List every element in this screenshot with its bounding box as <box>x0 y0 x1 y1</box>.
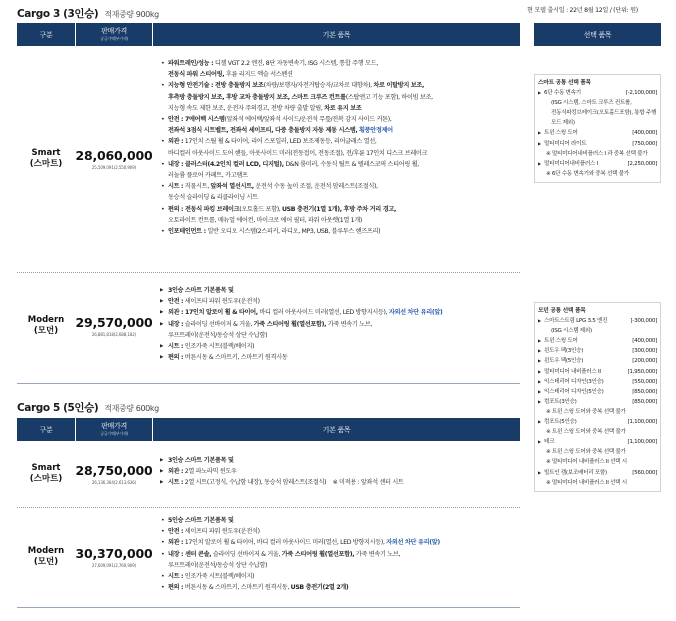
cargo5-header-price-label: 판매가격 <box>101 421 127 430</box>
option-label: ▶ 멀티미디어 라이트 <box>544 140 587 147</box>
option-item <box>538 427 657 437</box>
feature-item: • 시트 : 인조가죽 시트(블랙/베이지) <box>160 571 522 582</box>
feature-item: • 5인승 스마트 기본품목 및 <box>160 515 522 526</box>
option-item <box>538 437 657 447</box>
feature-item: ▶ 외관 : 17인치 알로이 휠 & 타이어, 바디 컬러 아웃사이드 미러(열선, LED 방향지시등), 자외선 차단 유리(앞) <box>160 307 522 318</box>
feature-item: 지능형 속도 제한 보조, 운전자 주의경고, 전방 차량 출발 알림, 차로 유지 보조 <box>168 104 362 112</box>
section-divider <box>17 383 520 384</box>
feature-item: • 시트 : 직물시트, 앞좌석 열선시트, 운전석 수동 높이 조절, 운전석 암레스트(조절식), <box>160 181 522 192</box>
option-item <box>538 88 657 98</box>
smart-options-box <box>534 74 661 183</box>
option-item <box>538 387 657 397</box>
feature-item: ▶ 편의 : 버튼시동 & 스마트키, 스마트키 원격시동 <box>160 352 522 363</box>
cargo5-modern-features <box>160 515 522 593</box>
feature-item: 오토라이트 컨트롤, 매뉴얼 에어컨, 마이크로 에어 필터, 파워 아웃렛(1열 1개) <box>168 216 362 224</box>
option-item <box>538 478 657 488</box>
cargo3-modern-features <box>160 285 522 363</box>
option-price: [1,100,000] <box>627 439 657 446</box>
cargo5-smart-price-sub: 26,136,364(2,613,636) <box>91 480 137 485</box>
cargo5-smart-features <box>160 455 522 489</box>
option-item <box>538 468 657 478</box>
cargo3-modern-price: 29,570,000 <box>75 315 153 330</box>
option-price: [1,950,000] <box>627 368 657 375</box>
cargo5-smart-trim <box>17 443 75 505</box>
option-price: [-2,100,000] <box>625 90 657 97</box>
sidebar-header: 선택 품목 <box>534 23 661 46</box>
option-label: ▶ 컴포트(5인승) <box>544 419 577 426</box>
cargo3-header-price-sub: 공급가액(부가세) <box>100 35 128 41</box>
option-item <box>538 326 657 336</box>
cargo3-header-trim: 구분 <box>17 23 75 46</box>
feature-item: 바디컬러 아웃사이드 도어 핸들, 아웃사이드 미러(전동접이, 전동조절), 전/후륜 17인치 디스크 브레이크 <box>168 149 428 157</box>
cargo3-smart-trim <box>17 48 75 270</box>
cargo3-modern-trim-kr: (모던) <box>33 326 59 336</box>
cargo5-modern-trim <box>17 509 75 605</box>
option-item <box>538 149 657 159</box>
option-label: ※ 트윈 스윙 도어와 중복 선택 불가 <box>546 449 626 456</box>
option-item <box>538 447 657 457</box>
option-item <box>538 128 657 138</box>
option-item <box>538 417 657 427</box>
feature-item: • 편의 : 버튼시동 & 스마트키, 스마트키 원격시동, USB 충전기(2열 2개) <box>160 582 522 593</box>
feature-item: ▶ 내장 : 슬라이딩 선바이저 & 거울, 가죽 스티어링 휠(열선포함), 가죽 변속기 노브, <box>160 319 522 330</box>
cargo5-capacity: 적재중량 600kg <box>104 404 159 413</box>
feature-item: • 편의 : 전동식 파킹 브레이크(오토홀드 포함), USB 충전기(1열 1개), 후방 주차 거리 경고, <box>160 204 522 215</box>
option-item <box>538 407 657 417</box>
cargo5-header-price <box>76 418 152 441</box>
option-price: [850,000] <box>632 398 657 405</box>
cargo3-modern-price-sub: 26,881,818(2,688,182) <box>91 332 137 337</box>
option-label: ※ 트윈 스윙 도어와 중복 선택 불가 <box>546 429 626 436</box>
feature-item: • 지능형 안전기술 : 전방 충돌방지 보조(차량/보행자/자전거탑승자/교차로 대향차), 차로 이탈방지 보조, <box>160 80 522 91</box>
option-label: ※ 6단 수동 변속기와 중복 선택 불가 <box>546 170 629 177</box>
option-item <box>538 356 657 366</box>
cargo3-modern-trim-en: Modern <box>27 315 65 326</box>
feature-item: • 안전 : 7에어백 시스템(앞좌석 에어백/앞좌석 사이드/운전석 무릎/전복 감지 사이드 커튼), <box>160 114 522 125</box>
option-item <box>538 98 657 108</box>
cargo3-smart-price-sub: 25,509,091(2,550,909) <box>91 165 137 170</box>
option-price: [400,000] <box>632 338 657 345</box>
cargo3-smart-price: 28,060,000 <box>75 148 153 163</box>
cargo3-smart-features <box>160 58 522 237</box>
option-price: [750,000] <box>632 140 657 147</box>
option-price: [560,000] <box>632 469 657 476</box>
cargo5-modern-trim-kr: (모던) <box>33 557 59 567</box>
option-item <box>538 139 657 149</box>
feature-item: • 내장 : 클러스터(4.2인치 컬러 LCD, 디지털), D&N 룸미러, 수동식 틸트 & 텔레스코픽 스티어링 휠, <box>160 159 522 170</box>
feature-item: 러놀륨 플로어 카페트, 카고램프 <box>168 172 248 180</box>
option-item <box>538 377 657 387</box>
option-label: ※ 멀티미디어내비플러스 I 과 중복 선택 불가 <box>546 150 648 157</box>
feature-item: • 안전 : 세이프티 파워 윈도우(운전석) <box>160 526 522 537</box>
feature-item: 루프트레이(운전석/동승석 상단 수납함) <box>168 561 268 569</box>
feature-item: • 외관 : 17인치 알로이 휠 & 타이어, 바디 컬러 아웃사이드 미러(열선, LED 방향지시등), 자외선 차단 유리(앞) <box>160 537 522 548</box>
row-divider <box>17 507 520 508</box>
feature-item: 전동식 파워 스티어링, 후륜 리지드 액슬 서스펜션 <box>168 71 293 79</box>
option-item <box>538 457 657 467</box>
cargo3-smart-price-cell <box>76 48 152 270</box>
cargo5-section-title <box>17 400 159 415</box>
option-label: ▶ 윈도우 팩(3인승) <box>544 348 584 355</box>
option-label: (ISG 시스템, 스마트 크루즈 컨트롤, <box>551 100 632 107</box>
cargo3-section-title <box>17 6 159 21</box>
modern-options-title: 모던 공통 선택 품목 <box>538 308 586 314</box>
cargo3-title: Cargo 3 (3인승) <box>17 8 99 20</box>
cargo5-modern-price: 30,370,000 <box>75 546 153 561</box>
cargo5-header-price-sub: 공급가액(부가세) <box>100 430 128 436</box>
feature-item: • 파워트레인/성능 : 디젤 VGT 2.2 엔진, 8단 자동변속기, ISG 시스템, 통합 주행 모드, <box>160 58 522 69</box>
feature-item: 후측방 충돌방지 보조, 후방 교차 충돌방지 보조, 스마트 크루즈 컨트롤(스탑앤고 기능 포함), 하이빔 보조, <box>168 93 433 101</box>
cargo3-header-price-label: 판매가격 <box>101 26 127 35</box>
option-label: ▶ 멀티미디어내비플러스 I <box>544 160 598 167</box>
feature-item: 전좌석 3점식 시트벨트, 전좌석 세이프티, 다중 충돌방지 자동 제동 시스템, 횡풍안정제어 <box>168 127 393 135</box>
option-price: [200,000] <box>632 358 657 365</box>
option-price: [300,000] <box>632 348 657 355</box>
cargo3-header-price <box>76 23 152 46</box>
option-label: (ISG 시스템 제외) <box>551 328 592 335</box>
feature-item: 루프트레이(운전석/동승석 상단 수납함) <box>168 331 268 339</box>
option-price: [550,000] <box>632 378 657 385</box>
cargo3-header-features: 기본 품목 <box>153 23 520 46</box>
cargo5-modern-price-cell <box>76 509 152 605</box>
option-price: [2,250,000] <box>627 160 657 167</box>
feature-item: ▶ 3인승 스마트 기본품목 및 <box>160 455 522 466</box>
option-label: ▶ 익스테리어 디자인(3인승) <box>544 378 604 385</box>
table-bottom-line <box>17 607 520 608</box>
cargo3-modern-price-cell <box>76 274 152 378</box>
top-release-note: 현 모델 출시일 : 22년 8월 12일 / (단위: 원) <box>527 7 638 14</box>
feature-item: 동승석 슬라이딩 & 리클라이닝 시트 <box>168 194 258 202</box>
cargo5-smart-price: 28,750,000 <box>75 463 153 478</box>
option-price: [400,000] <box>632 130 657 137</box>
option-label: ▶ 컴포트(3인승) <box>544 398 577 405</box>
feature-item: ▶ 안전 : 세이프티 파워 윈도우(운전석) <box>160 296 522 307</box>
feature-item: • 인포테인먼트 : 일반 오디오 시스템(2스피커, 라디오, MP3, USB, 블루투스 핸즈프리) <box>160 226 522 237</box>
cargo5-modern-trim-en: Modern <box>27 546 65 557</box>
smart-options-title: 스마트 공통 선택 품목 <box>538 80 591 86</box>
option-label: ▶ 익스테리어 디자인(5인승) <box>544 388 604 395</box>
feature-item: ▶ 3인승 스마트 기본품목 및 <box>160 285 522 296</box>
cargo5-smart-trim-kr: (스마트) <box>29 474 63 484</box>
option-label: ▶ 테크 <box>544 439 555 446</box>
option-item <box>538 367 657 377</box>
cargo3-smart-trim-kr: (스마트) <box>29 159 63 169</box>
option-label: ▶ 트윈 스윙 도어 <box>544 130 578 137</box>
feature-item: • 내장 : 센터 콘솔, 슬라이딩 선바이저 & 거울, 가죽 스티어링 휠(열선포함), 가죽 변속기 노브, <box>160 549 522 560</box>
modern-options-box <box>534 302 661 492</box>
option-label: ※ 트윈 스윙 도어와 중복 선택 불가 <box>546 408 626 415</box>
option-label: ▶ 멀티미디어 내비플러스 II <box>544 368 601 375</box>
cargo5-header-features: 기본 품목 <box>153 418 520 441</box>
feature-item: ▶ 시트 : 인조가죽 시트(블랙/베이지) <box>160 341 522 352</box>
cargo3-modern-trim <box>17 274 75 378</box>
cargo5-title: Cargo 5 (5인승) <box>17 402 99 414</box>
option-label: ※ 멀티미디어 내비플러스 II 선택 시 <box>546 479 627 486</box>
cargo5-smart-trim-en: Smart <box>31 463 61 474</box>
option-label: 전동식파킹브레이크(오토홀드포함), 통합 주행 모드 제외) <box>551 110 657 127</box>
option-label: ※ 멀티미디어 내비플러스 II 선택 시 <box>546 459 627 466</box>
option-item <box>538 108 657 128</box>
smart-options-list <box>538 88 657 179</box>
option-price: [-300,000] <box>630 318 657 325</box>
option-label: ▶ 빌트인 캠(보조배터리 포함) <box>544 469 607 476</box>
option-price: [1,100,000] <box>627 419 657 426</box>
row-divider <box>17 272 520 273</box>
option-label: ▶ 윈도우 팩(5인승) <box>544 358 584 365</box>
cargo3-capacity: 적재중량 900kg <box>104 10 159 19</box>
option-label: ▶ 스마트스트림 LPG 3.5 엔진 <box>544 318 608 325</box>
option-item <box>538 346 657 356</box>
cargo3-smart-trim-en: Smart <box>31 148 61 159</box>
cargo5-smart-price-cell <box>76 443 152 505</box>
option-item <box>538 169 657 179</box>
cargo5-modern-price-sub: 27,609,091(2,760,909) <box>91 563 137 568</box>
option-price: [850,000] <box>632 388 657 395</box>
option-label: ▶ 트윈 스윙 도어 <box>544 338 578 345</box>
cargo5-header-trim: 구분 <box>17 418 75 441</box>
option-item <box>538 336 657 346</box>
option-item <box>538 397 657 407</box>
feature-item: ▶ 외관 : 2열 파노라믹 윈도우 <box>160 466 522 477</box>
option-item <box>538 159 657 169</box>
feature-item: ▶ 시트 : 2열 시트(고정식, 수납함 내장), 동승석 암레스트(조절식) ※ 미적용 : 앞좌석 센터 시트 <box>160 477 522 488</box>
modern-options-list <box>538 316 657 488</box>
option-label: ▶ 6단 수동 변속기 <box>544 90 581 97</box>
feature-item: • 외관 : 17인치 스틸 휠 & 타이어, 리어 스포일러, LED 보조제동등, 리어글래스 열선, <box>160 136 522 147</box>
option-item <box>538 316 657 326</box>
